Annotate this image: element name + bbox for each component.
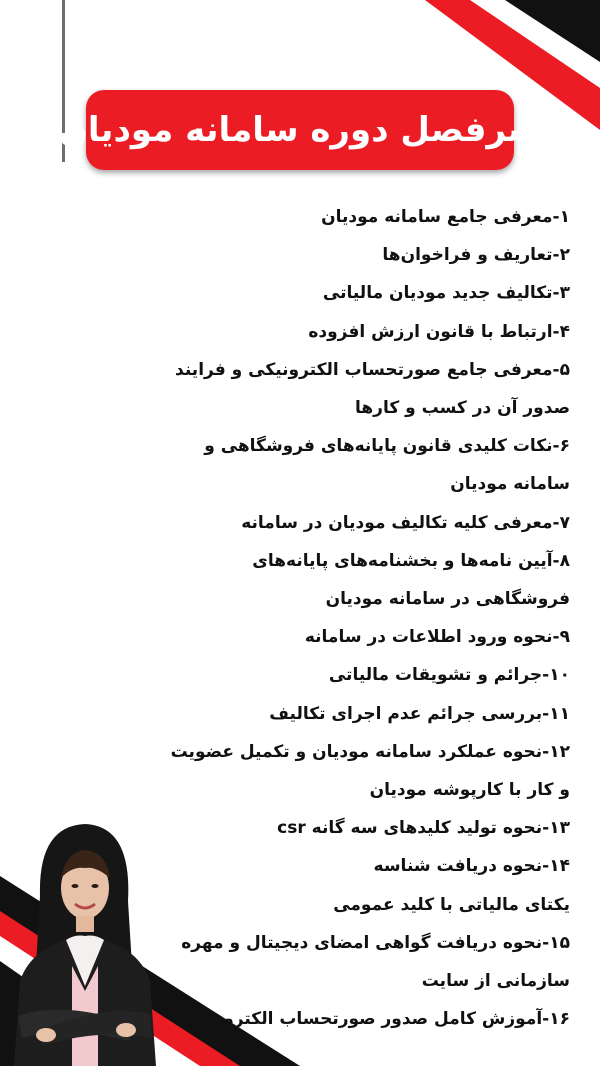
syllabus-line: و کار با کارپوشه مودیان [369, 780, 570, 801]
syllabus-line: ۱-معرفی جامع سامانه مودیان [321, 207, 570, 227]
syllabus-line: ۴-ارتباط با قانون ارزش افزوده [308, 321, 570, 342]
syllabus-line: ۳-تکالیف جدید مودیان مالیاتی [322, 283, 570, 304]
syllabus-line: یکتای مالیاتی با کلید عمومی [333, 894, 570, 915]
title-banner [58, 90, 542, 170]
syllabus-line: ۹-نحوه ورود اطلاعات در سامانه [304, 627, 570, 648]
syllabus-line: ۱۳-نحوه تولید کلیدهای سه گانه csr [277, 818, 570, 839]
syllabus-line: ۱۵-نحوه دریافت گواهی امضای دیجیتال و مهره [181, 932, 570, 953]
syllabus-line: ۱۰-جرائم و تشویقات مالیاتی [328, 665, 570, 686]
syllabus-line: سامانه مودیان [450, 474, 570, 495]
syllabus-line: ۵-معرفی جامع صورتحساب الکترونیکی و فرایند [175, 359, 570, 380]
syllabus-line: ۲-تعاریف و فراخوان‌ها [382, 245, 570, 266]
presenter-portrait [0, 816, 170, 1066]
syllabus-line: سازمانی از سایت [421, 971, 570, 992]
syllabus-line: فروشگاهی در سامانه مودیان [325, 589, 570, 610]
syllabus-line: صدور آن در کسب و کارها [354, 398, 570, 419]
syllabus-line: ۱۶-آموزش کامل صدور صورتحساب الکترونیکی [182, 1009, 570, 1030]
syllabus-line: ۶-نکات کلیدی قانون پایانه‌های فروشگاهی و [204, 436, 570, 457]
page-title: سرفصل دوره سامانه مودیان [58, 110, 542, 150]
syllabus-line: ۷-معرفی کلیه تکالیف مودیان در سامانه [241, 512, 570, 533]
syllabus-line: ۱۲-نحوه عملکرد سامانه مودیان و تکمیل عضویت [170, 741, 570, 762]
syllabus-line: ۱۱-بررسی جرائم عدم اجرای تکالیف [269, 703, 570, 724]
syllabus-line: ۱۴-نحوه دریافت شناسه [373, 856, 570, 877]
syllabus-line: ۸-آیین نامه‌ها و بخشنامه‌های پایانه‌های [252, 550, 570, 571]
